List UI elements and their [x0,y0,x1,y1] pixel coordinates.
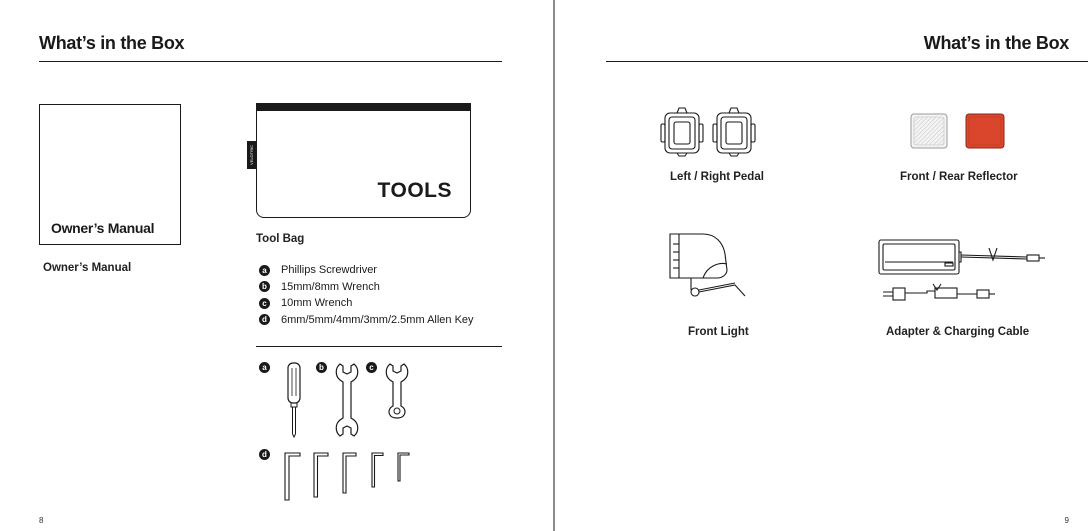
page-number: 9 [1064,516,1069,525]
reflectors-icon [910,113,1006,149]
list-item [259,295,474,312]
tool-bag-label: TOOLS [377,179,452,202]
page-number: 8 [39,516,44,525]
owners-manual-illustration [39,104,181,245]
tool-label: Phillips Screwdriver [281,264,377,277]
tool-label: 6mm/5mm/4mm/3mm/2.5mm Allen Key [281,313,474,326]
right-page [555,0,1088,531]
figure-marker-b: b [316,362,327,373]
owners-manual-caption: Owner’s Manual [43,262,132,274]
figure-marker-d: d [259,449,270,460]
reflectors-caption: Front / Rear Reflector [900,171,1018,183]
figure-marker-c: c [366,362,377,373]
list-item [259,279,474,296]
charger-caption: Adapter & Charging Cable [886,326,1030,338]
allen-keys-icon [282,450,414,502]
tool-label: 15mm/8mm Wrench [281,280,380,293]
pedals-icon [660,106,756,158]
wrench-10-icon [385,362,409,420]
tool-label: 10mm Wrench [281,297,353,310]
page-title: What’s in the Box [39,33,185,53]
tool-bag-caption: Tool Bag [256,233,305,245]
title-rule [39,61,502,62]
tool-list [259,262,474,328]
title-rule [606,61,1088,62]
charger-icon [877,238,1049,308]
screwdriver-icon [283,362,305,438]
front-light-caption: Front Light [688,326,749,338]
section-rule [256,346,502,347]
figure-marker-a: a [259,362,270,373]
list-item [259,262,474,279]
pedals-caption: Left / Right Pedal [670,171,764,183]
marker-b: b [259,281,270,292]
page-title: What’s in the Box [923,33,1069,53]
marker-a: a [259,265,270,276]
tool-bag-illustration [249,103,471,218]
list-item [259,312,474,329]
marker-c: c [259,298,270,309]
wrench-15-8-icon [334,362,360,438]
marker-d: d [259,314,270,325]
tool-bag-tag: VELOTRIC [247,141,257,169]
owners-manual-cover-text: Owner’s Manual [51,220,155,236]
front-light-icon [665,230,757,302]
